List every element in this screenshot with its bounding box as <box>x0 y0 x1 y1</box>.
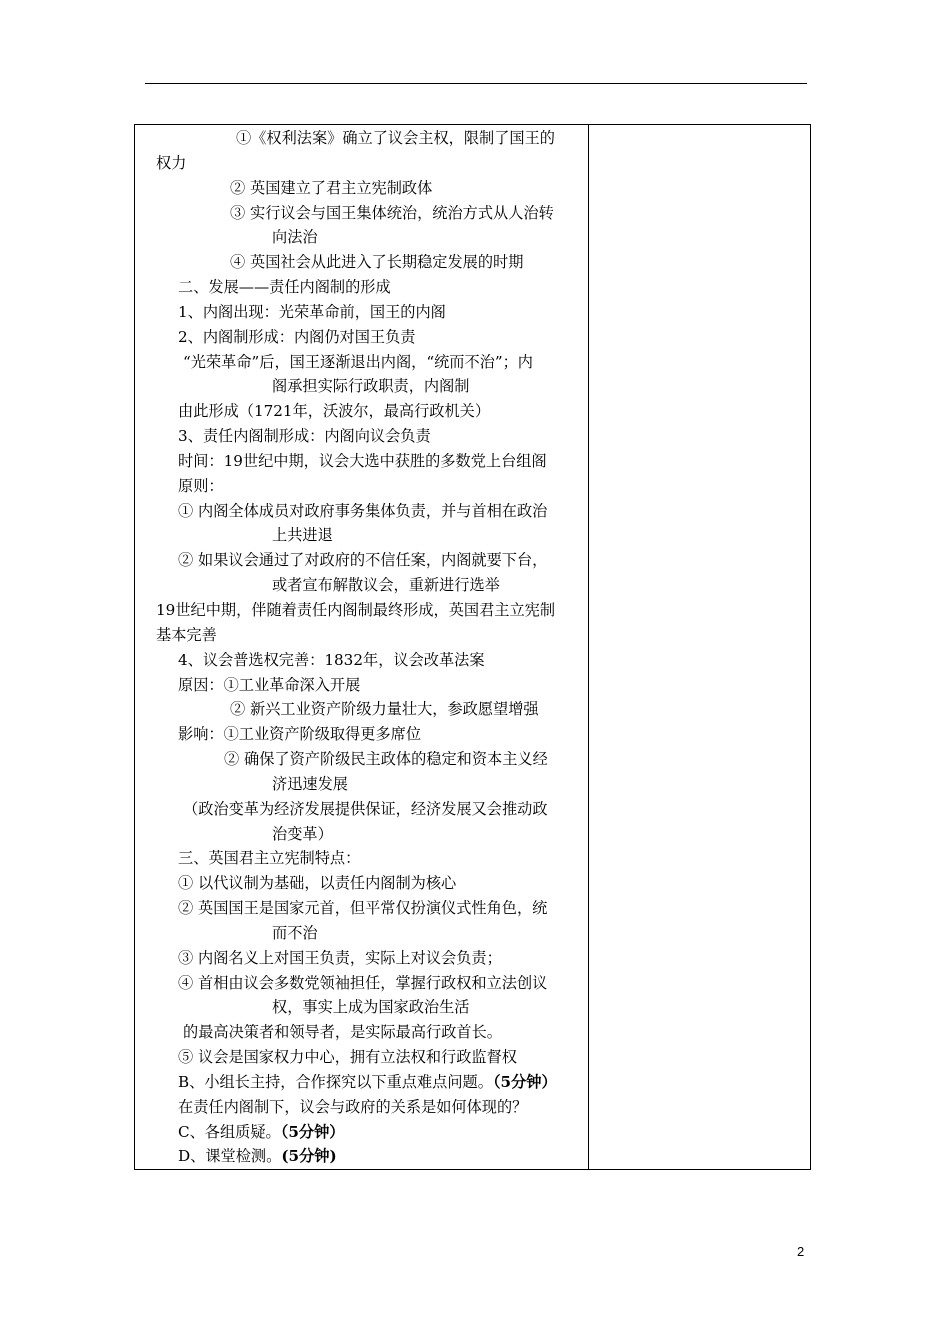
text-line: （政治变革为经济发展提供保证，经济发展又会推动政 <box>183 800 548 818</box>
text-line: 19世纪中期，伴随着责任内阁制最终形成，英国君主立宪制 <box>156 601 556 619</box>
text-line: 向法治 <box>272 228 318 246</box>
text-line: 上共进退 <box>272 526 333 544</box>
discussion-question: 在责任内阁制下，议会与政府的关系是如何体现的？ <box>178 1098 528 1116</box>
text-line: 阁承担实际行政职责，内阁制 <box>272 377 470 395</box>
text-line: ①《权利法案》确立了议会主权，限制了国王的 <box>236 129 555 147</box>
text-line: 或者宣布解散议会，重新进行选举 <box>272 576 500 594</box>
text-line: 1、内阁出现：光荣革命前，国王的内阁 <box>178 303 446 321</box>
step-b-text: B、小组长主持，合作探究以下重点难点问题。 <box>178 1073 493 1091</box>
section-heading: 二、发展——责任内阁制的形成 <box>178 278 391 296</box>
text-line: ① 内阁全体成员对政府事务集体负责，并与首相在政治 <box>178 502 548 520</box>
text-line: 2、内阁制形成：内阁仍对国王负责 <box>178 328 416 346</box>
table-column-divider <box>588 124 589 1170</box>
header-rule <box>145 83 807 84</box>
text-line: ② 新兴工业资产阶级力量壮大，参政愿望增强 <box>230 700 539 718</box>
text-line: 4、议会普选权完善：1832年，议会改革法案 <box>178 651 485 669</box>
step-d-time: (5分钟) <box>281 1147 337 1165</box>
step-c-text: C、各组质疑。 <box>178 1123 281 1141</box>
step-d-line <box>178 1146 337 1166</box>
text-line: 3、责任内阁制形成：内阁向议会负责 <box>178 427 431 445</box>
text-line: ⑤ 议会是国家权力中心，拥有立法权和行政监督权 <box>178 1048 517 1066</box>
text-line: ② 确保了资产阶级民主政体的稳定和资本主义经 <box>224 750 548 768</box>
text-line: 而不治 <box>272 924 318 942</box>
text-line: ③ 内阁名义上对国王负责，实际上对议会负责； <box>178 949 502 967</box>
text-line: 治变革） <box>272 825 333 843</box>
text-line: ② 如果议会通过了对政府的不信任案，内阁就要下台， <box>178 551 548 569</box>
text-line: 影响：①工业资产阶级取得更多席位 <box>178 725 421 743</box>
text-line: ④ 首相由议会多数党领袖担任，掌握行政权和立法创议 <box>178 974 548 992</box>
text-line: 权，事实上成为国家政治生活 <box>272 998 470 1016</box>
text-line: 时间：19世纪中期，议会大选中获胜的多数党上台组阁 <box>178 452 547 470</box>
page-number: 2 <box>797 1244 805 1259</box>
text-line: ② 英国建立了君主立宪制政体 <box>230 179 433 197</box>
text-line: 的最高决策者和领导者，是实际最高行政首长。 <box>183 1023 502 1041</box>
step-b-line <box>178 1072 557 1092</box>
text-line: 权力 <box>156 154 187 172</box>
text-line: 基本完善 <box>156 626 217 644</box>
text-line: 济迅速发展 <box>272 775 348 793</box>
text-line: 原因：①工业革命深入开展 <box>178 676 361 694</box>
step-d-text: D、课堂检测。 <box>178 1147 282 1165</box>
text-line: 由此形成（1721年，沃波尔，最高行政机关） <box>178 402 491 420</box>
text-line: 原则： <box>178 477 224 495</box>
text-line: “光荣革命”后，国王逐渐退出内阁，“统而不治”；内 <box>183 353 533 371</box>
text-line: ③ 实行议会与国王集体统治，统治方式从人治转 <box>230 204 554 222</box>
step-b-time: （5分钟） <box>492 1073 557 1091</box>
text-line: ④ 英国社会从此进入了长期稳定发展的时期 <box>230 253 524 271</box>
text-line: ① 以代议制为基础，以责任内阁制为核心 <box>178 874 457 892</box>
section-heading: 三、英国君主立宪制特点： <box>178 849 361 867</box>
step-c-line <box>178 1122 344 1142</box>
text-line: ② 英国国王是国家元首，但平常仅扮演仪式性角色，统 <box>178 899 548 917</box>
step-c-time: （5分钟） <box>280 1123 345 1141</box>
